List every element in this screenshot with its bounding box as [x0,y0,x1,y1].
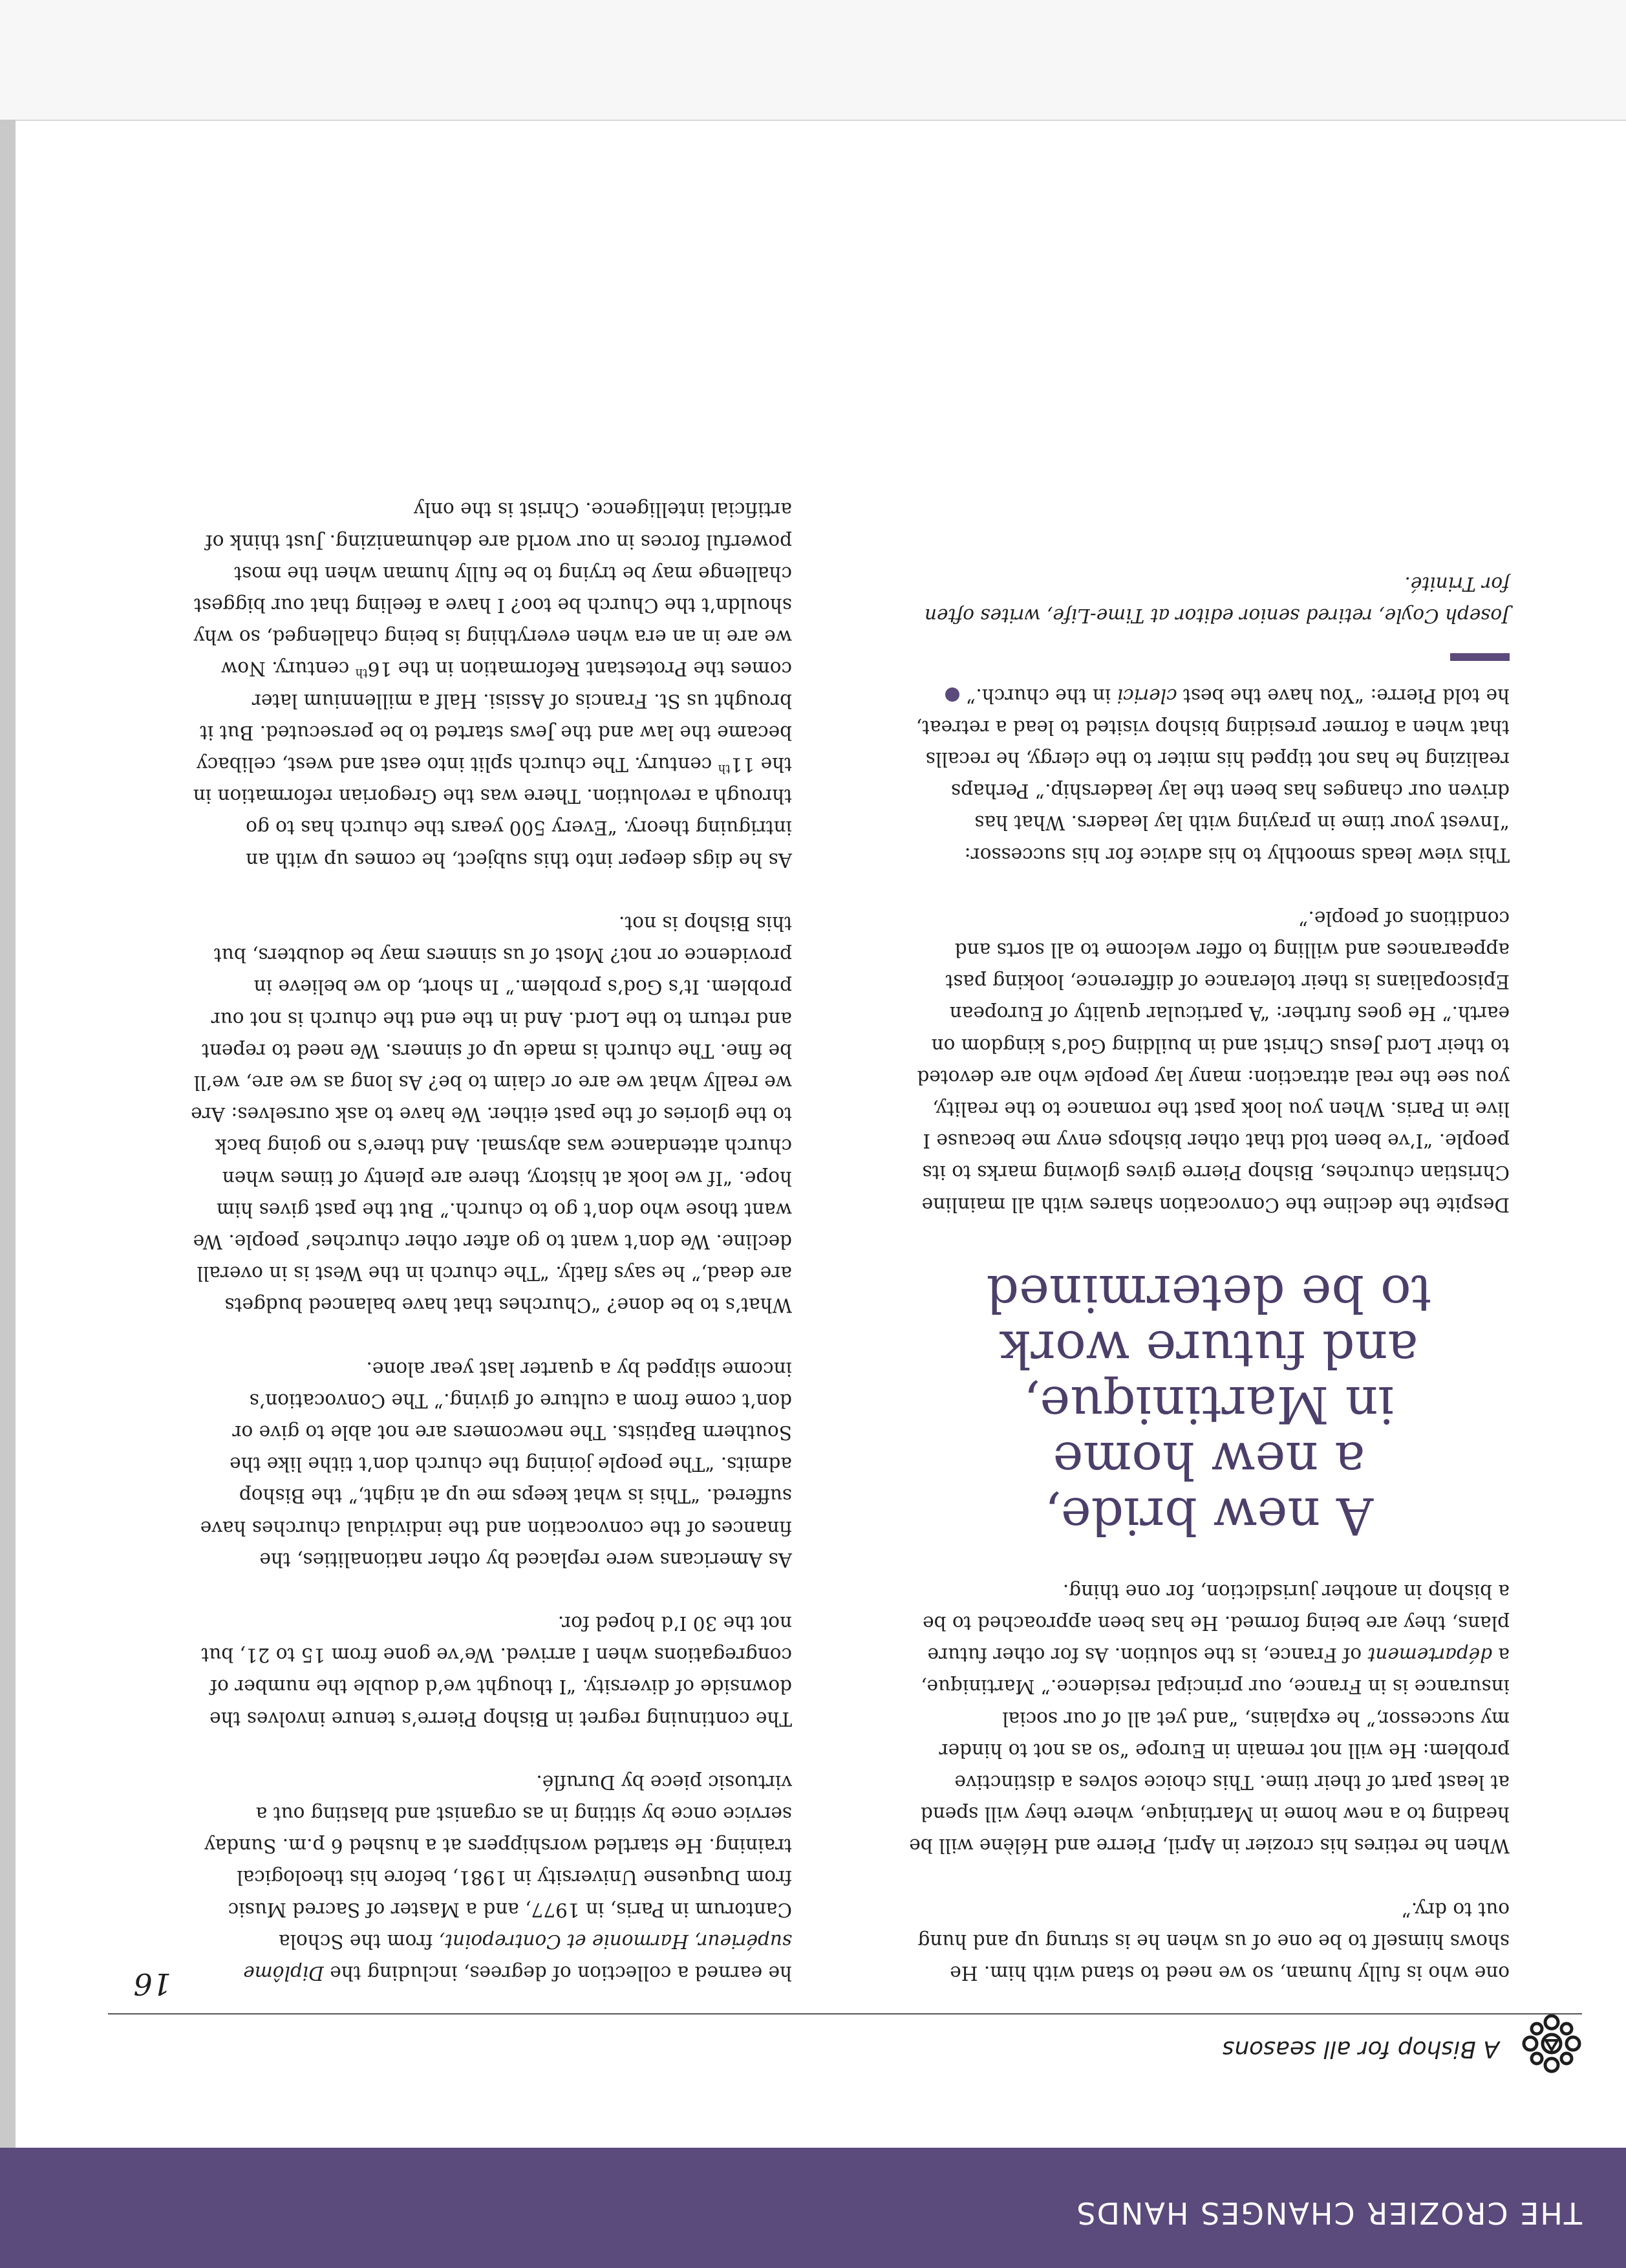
banner-title: THE CROZIER CHANGES HANDS [1075,2196,1582,2230]
pull-headline [908,1263,1510,1546]
author-byline: Joseph Coyle, retired senior editor at Time-Life, writes often for Trinité. [925,573,1510,627]
headline-line: to be determined [986,1263,1432,1323]
article-column-right [908,568,1510,1989]
headline-line: in Martinique, [1023,1374,1395,1434]
paragraph: As he digs deeper into this subject, he comes up with an intriguing theory. “Every 500 years the church has to go through a revolution. There was the Gregorian reformation in the 11th century. The church split into east and west, celibacy became the law and the Jews started to be persecuted. But it brought us St. Francis of Assisi. Half a millennium later comes the Protestant Reformation in the 16th century. Now we are in an era when everything is being challenged, so why shouldn’t the Church be too? I have a feeling that our biggest challenge may be trying to be fully human when the most powerful forces in our world are dehumanizing. Just think of artificial intelligence. Christ is the only [193,499,792,871]
end-mark-icon [945,687,959,702]
headline-line: a new home [1053,1430,1365,1490]
paragraph: This view leads smoothly to his advice for his successor: “Invest your time in praying with lay leaders. What has driven our changes has been the lay leadership.” Perhaps realizing he has not tipped his miter to the clergy, he recalls that when a former presiding bishop visited to lead a retreat, he told Pierre: “You have the best clerici in the church.” [915,684,1510,866]
paragraph: When he retires his crozier in April, Pierre and Hélène will be heading to a new home in Martinique, where they will spend at least part of their time. This choice solves a distinctive problem: He will not remain in Europe “so as not to hinder my successor,” he explains, “and yet all of our social insurance is in France, our principal residence.” Martinique, a département of France, is the solution. As for other future plans, they are being formed. He has been approached to be a bishop in another jurisdiction, for one thing. [909,1580,1510,1857]
page-number: 16 [133,1967,171,2002]
paragraph: he earned a collection of degrees, including the Diplôme supérieur, Harmonie et Contrepoint, from the Schola Cantorum in Paris, in 1977, and a Master of Sacred Music from Duquesne University in 1981, before his theological training. He startled worshippers at a hushed 6 p.m. Sunday service once by sitting in as organist and blasting out a virtuosic piece by Duruflé. [204,1771,792,1984]
headline-line: and future work [1000,1319,1418,1379]
paragraph: Despite the decline the Convocation shares with all mainline Christian churches, Bishop Pierre gives glowing marks to its people. “I’ve been told that other bishops envy me because I live in Paris. When you look past the romance to the reality, you see the real attraction: many lay people who are devoted to their Lord Jesus Christ and in building God’s kingdom on earth.” He goes further: “A particular quality of European Episcopalians is their tolerance of difference, looking past appearances and willing to offer welcome to all sorts and conditions of people.” [917,907,1510,1216]
article-column-left [191,462,792,1989]
paragraph: The continuing regret in Bishop Pierre’s tenure involves the downside of diversity. “I thought we’d double the number of congregations when I arrived. We’ve gone from 15 to 21, but not the 30 I’d hoped for. [201,1612,792,1730]
section-banner [0,2148,1626,2268]
trefoil-knot-icon [1521,2013,1582,2074]
paragraph: What’s to be done? “Churches that have balanced budgets are dead,” he says flatly. “The church in the West is in overall decline. We don’t want to go after other churches’ people. We want those who don’t go to church.” But the past gives him hope. “If we look at history, there are plenty of times when church attendance was abysmal. And there’s no going back to the glories of the past either. We have to ask ourselves: Are we really what we are or claim to be? As long as we are, we’ll be fine. The church is made up of sinners. We need to repent and return to the Lord. And in the end the church is not our problem. It’s God’s problem.” In short, do we believe in providence or not? Most of us sinners may be doubters, but this Bishop is not. [191,912,792,1317]
paragraph: As Americans were replaced by other nationalities, the finances of the convocation and the individual churches have suffered. “This is what keeps me up at night,” the Bishop admits. “The people joining the church don’t tithe like the Southern Baptists. The newcomers are not able to give or don’t come from a culture of giving.” The Convocation’s income slipped by a quarter last year alone. [200,1357,792,1571]
paragraph: one who is fully human, so we need to stand with him. He shows himself to be one of us when he is strung up and hung out to dry.” [917,1898,1510,1984]
byline-divider [1450,653,1510,661]
headline-line: A new bride, [1044,1485,1374,1546]
header-rule [108,2013,1582,2014]
section-label: A Bishop for all seasons [1222,2036,1499,2062]
